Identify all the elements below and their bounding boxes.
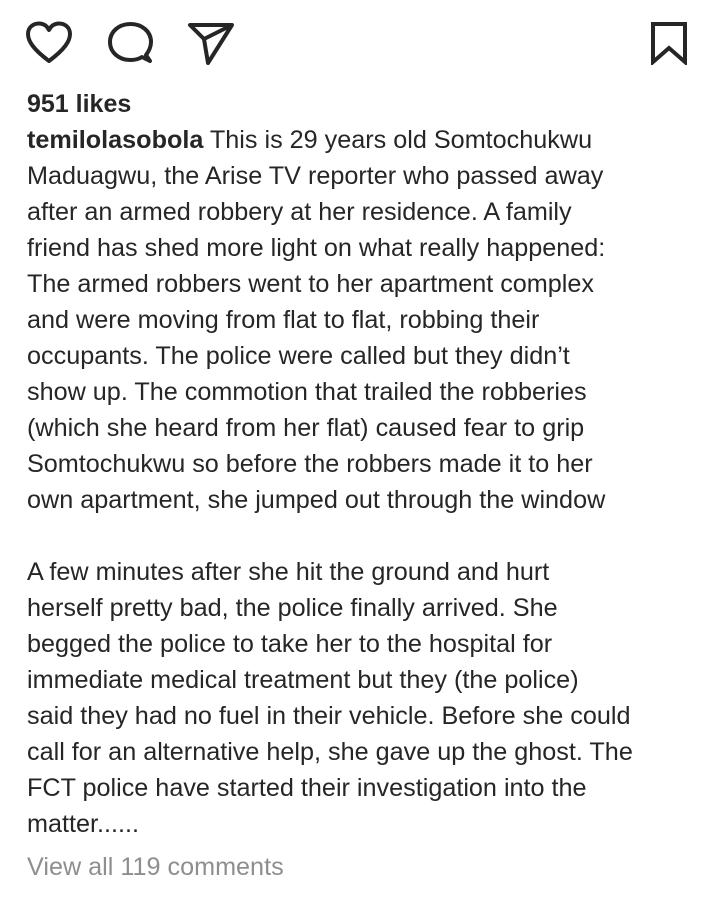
caption-line: A few minutes after she hit the ground and hurt bbox=[27, 558, 550, 586]
caption-text: This is 29 years old Somtochukwu bbox=[203, 126, 593, 154]
caption-line: (which she heard from her flat) caused fear to grip bbox=[27, 414, 585, 442]
caption-line bbox=[27, 122, 697, 158]
paragraph-gap bbox=[27, 518, 697, 554]
comment-bubble-icon[interactable] bbox=[105, 20, 155, 66]
caption-line: call for an alternative help, she gave up the ghost. The bbox=[27, 738, 633, 766]
caption-line: and were moving from flat to flat, robbing their bbox=[27, 306, 540, 334]
caption-line: friend has shed more light on what really happened: bbox=[27, 234, 606, 262]
caption-line: matter...... bbox=[27, 810, 139, 838]
post-action-bar bbox=[0, 0, 720, 80]
heart-icon[interactable] bbox=[24, 20, 74, 66]
caption-line: own apartment, she jumped out through the window bbox=[27, 486, 606, 514]
caption-line: herself pretty bad, the police finally arrived. She bbox=[27, 594, 558, 622]
username-link[interactable]: temilolasobola bbox=[27, 126, 204, 154]
paper-plane-icon[interactable] bbox=[185, 20, 235, 66]
post-caption bbox=[27, 122, 697, 842]
caption-line: Maduagwu, the Arise TV reporter who passed away bbox=[27, 162, 604, 190]
caption-line: after an armed robbery at her residence. A family bbox=[27, 198, 572, 226]
likes-count[interactable]: 951 likes bbox=[27, 90, 132, 118]
caption-line: said they had no fuel in their vehicle. Before she could bbox=[27, 702, 631, 730]
caption-line: Somtochukwu so before the robbers made it to her bbox=[27, 450, 593, 478]
caption-line: occupants. The police were called but they didn’t bbox=[27, 342, 570, 370]
caption-line: show up. The commotion that trailed the robberies bbox=[27, 378, 587, 406]
view-all-comments-link[interactable]: View all 119 comments bbox=[27, 853, 284, 881]
caption-line: The armed robbers went to her apartment complex bbox=[27, 270, 594, 298]
caption-line: FCT police have started their investigation into the bbox=[27, 774, 587, 802]
caption-line: begged the police to take her to the hospital for bbox=[27, 630, 553, 658]
caption-line: immediate medical treatment but they (the police) bbox=[27, 666, 579, 694]
bookmark-icon[interactable] bbox=[644, 20, 694, 66]
